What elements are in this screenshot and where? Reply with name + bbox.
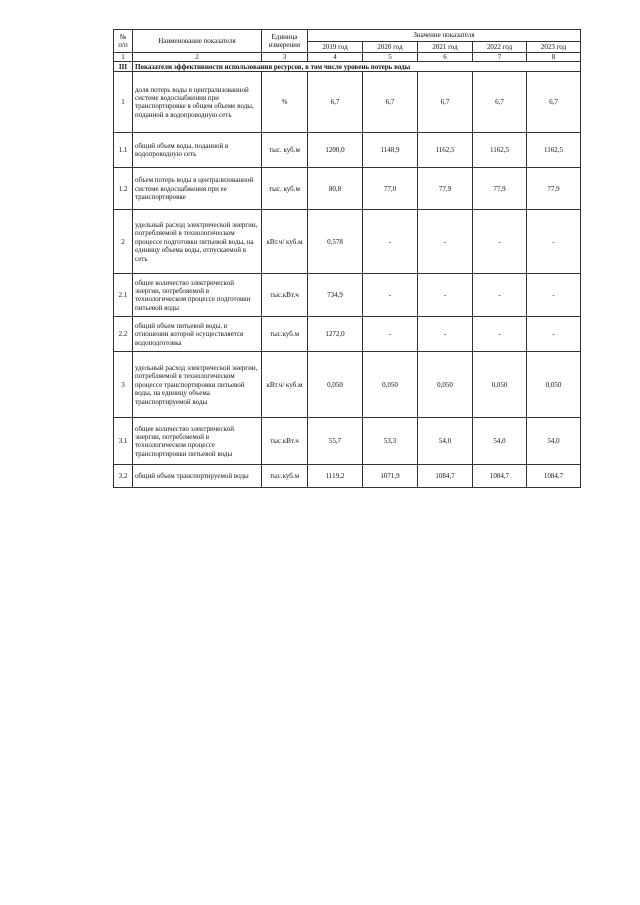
row-value: 6,7: [308, 72, 363, 133]
row-value: 6,7: [473, 72, 527, 133]
column-number: 1: [114, 53, 133, 62]
header-name: Наименование показателя: [133, 30, 262, 53]
row-value: -: [418, 210, 473, 274]
column-number: 4: [308, 53, 363, 62]
row-value: -: [473, 274, 527, 317]
header-year: 2021 год: [418, 42, 473, 53]
table-row: [114, 465, 581, 488]
header-year: 2022 год: [473, 42, 527, 53]
row-value: 0,050: [527, 352, 581, 418]
row-value: 1084,7: [418, 465, 473, 488]
row-no: 3: [114, 352, 133, 418]
row-value: 77,9: [527, 168, 581, 210]
header-value-group: Значение показателя: [308, 30, 581, 42]
row-value: 0,050: [363, 352, 418, 418]
row-value: -: [418, 274, 473, 317]
table-row: [114, 274, 581, 317]
row-name: общий объем воды, поданной в водопроводную сеть: [133, 133, 262, 168]
header-year: 2019 год: [308, 42, 363, 53]
row-no: 1.2: [114, 168, 133, 210]
row-value: 1084,7: [527, 465, 581, 488]
column-number: 6: [418, 53, 473, 62]
column-numbers-row: [114, 53, 581, 62]
row-unit: кВт.ч/ куб.м: [262, 210, 308, 274]
header-no: № п/п: [114, 30, 133, 53]
row-value: 55,7: [308, 418, 363, 465]
table-row: [114, 317, 581, 352]
row-value: 1071,9: [363, 465, 418, 488]
row-value: 0,578: [308, 210, 363, 274]
column-number: 8: [527, 53, 581, 62]
row-no: 3.2: [114, 465, 133, 488]
row-name: объем потерь воды в централизованной системе водоснабжения при ее транспортировке: [133, 168, 262, 210]
row-value: 54,0: [527, 418, 581, 465]
row-no: 2.1: [114, 274, 133, 317]
column-number: 7: [473, 53, 527, 62]
header-year: 2023 год: [527, 42, 581, 53]
column-number: 3: [262, 53, 308, 62]
row-name: общее количество электрической энергии, потребляемой в технологическом процессе транспортировки питьевой воды: [133, 418, 262, 465]
row-unit: тыс. куб.м: [262, 168, 308, 210]
row-value: 0,050: [418, 352, 473, 418]
row-no: 2.2: [114, 317, 133, 352]
row-value: 1162,5: [527, 133, 581, 168]
section-row: [114, 62, 581, 72]
row-value: 1148,9: [363, 133, 418, 168]
row-name: общее количество электрической энергии, потребляемой в технологическом процессе подготовки питьевой воды: [133, 274, 262, 317]
row-value: 77,9: [418, 168, 473, 210]
row-unit: %: [262, 72, 308, 133]
row-name: доля потерь воды в централизованной системе водоснабжения при транспортировке в общем объеме воды, поданной в водопроводную сеть: [133, 72, 262, 133]
row-value: 54,0: [418, 418, 473, 465]
row-value: 0,050: [473, 352, 527, 418]
header-unit: Единица измерения: [262, 30, 308, 53]
row-value: 6,7: [418, 72, 473, 133]
indicator-table-sheet: [113, 29, 580, 488]
table-row: [114, 210, 581, 274]
row-unit: тыс.кВт.ч: [262, 418, 308, 465]
column-number: 2: [133, 53, 262, 62]
column-number: 5: [363, 53, 418, 62]
section-title: Показатели эффективности использования ресурсов, в том числе уровень потерь воды: [133, 62, 581, 72]
row-value: 1162,5: [418, 133, 473, 168]
row-name: удельный расход электрической энергии, потребляемой в технологическом процессе подготовки питьевой воды, на единицу объема воды, отпускаемой в сеть: [133, 210, 262, 274]
row-value: -: [363, 317, 418, 352]
row-no: 1: [114, 72, 133, 133]
row-name: общий объем транспортируемой воды: [133, 465, 262, 488]
row-value: 54,0: [473, 418, 527, 465]
row-unit: тыс.кВт.ч: [262, 274, 308, 317]
header-year: 2020 год: [363, 42, 418, 53]
row-value: 1162,5: [473, 133, 527, 168]
row-value: -: [527, 210, 581, 274]
row-value: 0,050: [308, 352, 363, 418]
row-value: -: [473, 210, 527, 274]
row-value: 1200,0: [308, 133, 363, 168]
table-row: [114, 133, 581, 168]
row-value: 80,8: [308, 168, 363, 210]
row-value: -: [527, 274, 581, 317]
row-value: -: [418, 317, 473, 352]
row-value: 77,0: [363, 168, 418, 210]
row-no: 1.1: [114, 133, 133, 168]
table-row: [114, 352, 581, 418]
row-value: 6,7: [527, 72, 581, 133]
row-value: -: [473, 317, 527, 352]
row-value: 734,9: [308, 274, 363, 317]
section-no: III: [114, 62, 133, 72]
table-row: [114, 72, 581, 133]
row-value: -: [363, 274, 418, 317]
indicator-table: [113, 29, 581, 488]
row-value: -: [363, 210, 418, 274]
row-value: 6,7: [363, 72, 418, 133]
row-value: 1084,7: [473, 465, 527, 488]
row-unit: тыс.куб.м: [262, 317, 308, 352]
row-value: 77,9: [473, 168, 527, 210]
row-value: 1272,0: [308, 317, 363, 352]
row-name: удельный расход электрической энергии, потребляемой в технологическом процессе транспортировки питьевой воды, на единицу объема транспортируемой воды: [133, 352, 262, 418]
row-name: общий объем питьевой воды, в отношении которой осуществляется водоподготовка: [133, 317, 262, 352]
table-row: [114, 168, 581, 210]
row-value: -: [527, 317, 581, 352]
table-row: [114, 418, 581, 465]
row-value: 1119,2: [308, 465, 363, 488]
row-no: 2: [114, 210, 133, 274]
row-value: 53,3: [363, 418, 418, 465]
row-unit: тыс. куб.м: [262, 133, 308, 168]
row-no: 3.1: [114, 418, 133, 465]
row-unit: тыс.куб.м: [262, 465, 308, 488]
row-unit: кВт.ч/ куб.м: [262, 352, 308, 418]
